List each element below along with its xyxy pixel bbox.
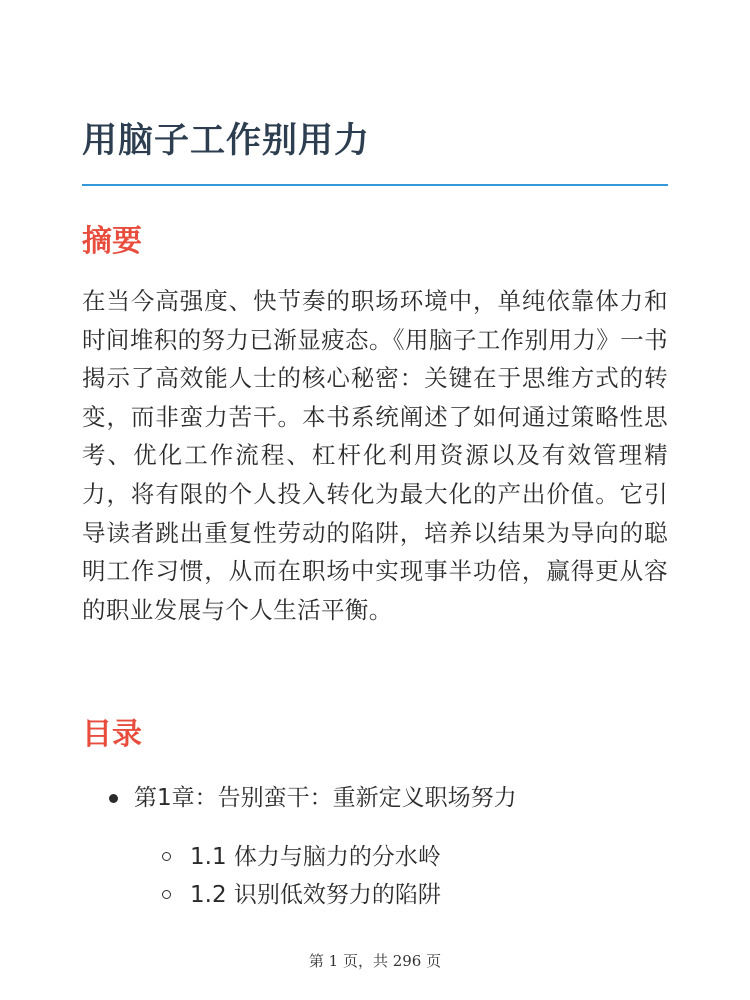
summary-heading: 摘要 (82, 224, 142, 259)
toc-section-label: 1.1 体力与脑力的分水岭 (190, 844, 441, 870)
page-footer: 第 1 页，共 296 页 (308, 952, 442, 970)
toc-section-1-2 (82, 876, 668, 914)
title-divider (82, 184, 668, 186)
document-title: 用脑子工作别用力 (82, 121, 371, 161)
summary-paragraph: 在当今高强度、快节奏的职场环境中，单纯依靠体力和时间堆积的努力已渐显疲态。《用脑子工作别用力》一书揭示了高效能人士的核心秘密：关键在于思维方式的转变，而非蛮力苦干。本书系统阐述了如何通过策略性思考、优化工作流程、杠杆化利用资源以及有效管理精力，将有限的个人投入转化为最大化的产出价值。它引导读者跳出重复性劳动的陷阱，培养以结果为导向的聪明工作习惯，从而在职场中实现事半功倍，赢得更从容的职业发展与个人生活平衡。 (82, 287, 668, 624)
toc-chapter-1-sections-wrapper (82, 838, 668, 914)
toc-chapter-label: 第1章：告别蛮干：重新定义职场努力 (134, 785, 517, 811)
bullet-circle-icon (162, 890, 171, 899)
toc-section-1-1 (82, 838, 668, 876)
bullet-disc-icon (109, 794, 118, 803)
toc-chapter-1 (82, 780, 668, 816)
bullet-circle-icon (162, 852, 171, 861)
document-page (82, 0, 668, 1000)
toc-section-label: 1.2 识别低效努力的陷阱 (190, 882, 441, 908)
table-of-contents (82, 780, 668, 914)
toc-heading: 目录 (82, 717, 142, 752)
toc-chapter-1-sections (82, 838, 668, 914)
